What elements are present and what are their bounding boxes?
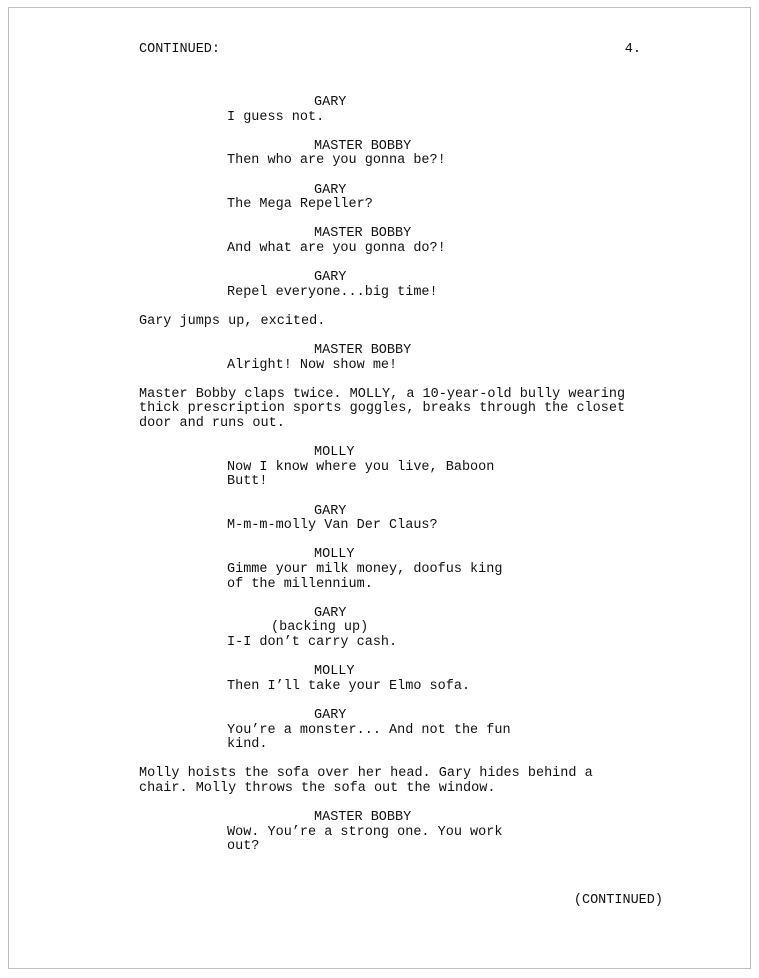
dialogue-text: I-I don’t carry cash. <box>227 634 398 650</box>
character-name: MASTER BOBBY <box>314 138 412 154</box>
dialogue-text: Alright! Now show me! <box>227 357 398 373</box>
character-name: GARY <box>314 605 347 621</box>
script-body <box>139 96 679 869</box>
character-name: MASTER BOBBY <box>314 226 412 242</box>
character-name: GARY <box>314 95 347 110</box>
parenthetical: (backing up) <box>271 620 369 636</box>
dialogue-text: And what are you gonna do?! <box>227 240 446 256</box>
page-number: 4. <box>624 42 641 57</box>
dialogue-block <box>139 665 679 694</box>
character-name: GARY <box>314 707 347 723</box>
dialogue-block <box>139 271 679 300</box>
action-text: Gary jumps up, excited. <box>139 313 326 329</box>
continued-footer: (CONTINUED) <box>573 893 663 908</box>
dialogue-text: Then who are you gonna be?! <box>227 153 446 169</box>
character-name: GARY <box>314 270 347 286</box>
action-text: Master Bobby claps twice. MOLLY, a 10-year-old bully wearing thick prescription sports goggles, breaks through the closet door and runs out. <box>139 386 626 432</box>
continued-header: CONTINUED: <box>139 42 221 57</box>
dialogue-text: Then I’ll take your Elmo sofa. <box>227 678 471 694</box>
character-name: GARY <box>314 503 347 519</box>
dialogue-text: Now I know where you live, Baboon Butt! <box>227 459 495 490</box>
dialogue-text: M-m-m-molly Van Der Claus? <box>227 518 438 534</box>
dialogue-block <box>139 227 679 256</box>
dialogue-text: You’re a monster... And not the fun kind. <box>227 722 511 753</box>
dialogue-block <box>139 140 679 169</box>
dialogue-block <box>139 548 679 592</box>
dialogue-text: Repel everyone...big time! <box>227 284 438 300</box>
character-name: MOLLY <box>314 547 355 563</box>
character-name: MOLLY <box>314 664 355 680</box>
character-name: MASTER BOBBY <box>314 343 412 359</box>
character-name: MASTER BOBBY <box>314 810 412 826</box>
dialogue-text: The Mega Repeller? <box>227 197 373 213</box>
dialogue-block <box>139 344 679 373</box>
dialogue-block <box>139 505 679 534</box>
dialogue-block <box>139 709 679 753</box>
dialogue-block <box>139 607 679 651</box>
dialogue-block <box>139 446 679 490</box>
dialogue-text: Wow. You’re a strong one. You work out? <box>227 824 503 855</box>
character-name: GARY <box>314 182 347 198</box>
character-name: MOLLY <box>314 445 355 461</box>
dialogue-text: Gimme your milk money, doofus king of the millennium. <box>227 562 503 592</box>
dialogue-block <box>139 184 679 213</box>
dialogue-block <box>139 96 679 125</box>
dialogue-block <box>139 811 679 855</box>
action-text: Molly hoists the sofa over her head. Gary hides behind a chair. Molly throws the sofa out the window. <box>139 766 593 796</box>
dialogue-text: I guess not. <box>227 109 325 125</box>
